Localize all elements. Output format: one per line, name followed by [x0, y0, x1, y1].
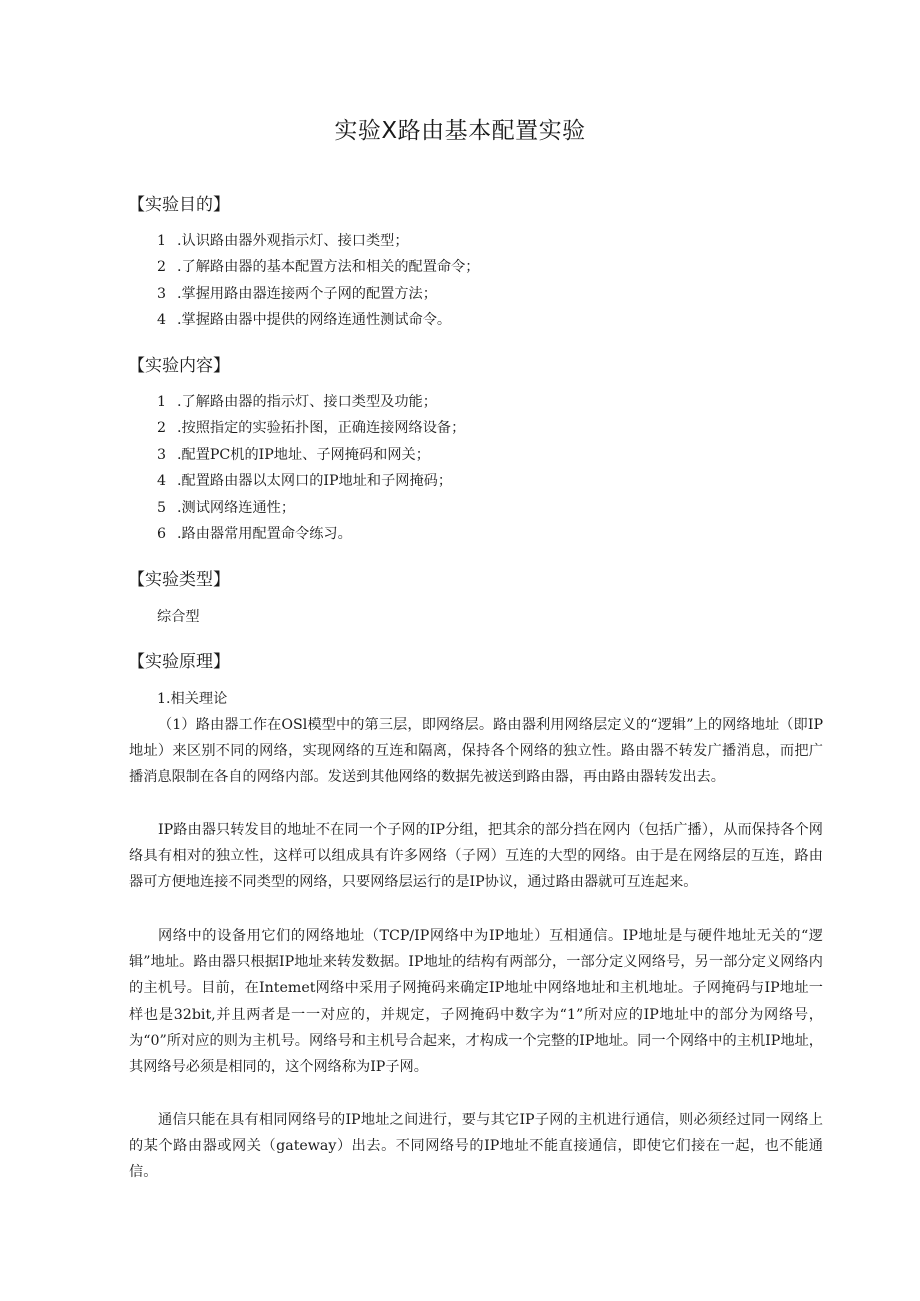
section-heading-principle: 【实验原理】: [128, 652, 230, 672]
purpose-item-text: .认识路由器外观指示灯、接口类型；: [177, 233, 409, 249]
purpose-item: [157, 257, 479, 277]
content-item-number: 6: [157, 526, 167, 542]
content-item-text: .按照指定的实验拓扑图，正确连接网络设备；: [177, 420, 466, 436]
principle-paragraph: IP路由器只转发目的地址不在同一个子网的IP分组，把其余的部分挡在网内（包括广播），从而保持各个网络具有相对的独立性，这样可以组成具有许多网络（子网）互连的大型的网络。由于是在网络层的互连，路由器可方便地连接不同类型的网络，只要网络层运行的是IP协议，通过路由器就可互连起来。: [129, 822, 823, 891]
content-item-text: .配置路由器以太网口的IP地址和子网掩码；: [177, 473, 453, 489]
principle-subheading: 1.相关理论: [157, 691, 228, 707]
content-item-number: 1: [157, 394, 167, 410]
content-item-number: 5: [157, 500, 167, 516]
content-item: [157, 524, 352, 544]
principle-paragraph: （1）路由器工作在OSl模型中的第三层，即网络层。路由器利用网络层定义的“逻辑”上的网络地址（即IP地址）来区别不同的网络，实现网络的互连和隔离，保持各个网络的独立性。路由器不转发广播消息，而把广播消息限制在各自的网络内部。发送到其他网络的数据先被送到路由器，再由路由器转发出去。: [129, 717, 823, 786]
principle-paragraph: 网络中的设备用它们的网络地址（TCP/IP网络中为IP地址）互相通信。IP地址是与硬件地址无关的“逻辑”地址。路由器只根据IP地址来转发数据。IP地址的结构有两部分，一部分定义网络号，另一部分定义网络内的主机号。目前，在Intemet网络中采用子网掩码来确定IP地址中网络地址和主机地址。子网掩码与IP地址一样也是32bit,并且两者是一一对应的，并规定，子网掩码中数字为“1”所对应的IP地址中的部分为网络号，为“0”所对应的则为主机号。网络号和主机号合起来，才构成一个完整的IP地址。同一个网络中的主机IP地址，其网络号必须是相同的，这个网络称为IP子网。: [129, 928, 823, 1076]
content-item: [157, 445, 430, 465]
section-heading-purpose: 【实验目的】: [128, 195, 230, 215]
purpose-item-text: .掌握用路由器连接两个子网的配置方法；: [177, 286, 437, 302]
purpose-item-number: 2: [157, 259, 167, 275]
purpose-item-number: 4: [157, 312, 167, 328]
experiment-type-value: 综合型: [157, 609, 200, 625]
content-item-number: 2: [157, 420, 167, 436]
purpose-item: [157, 231, 409, 251]
content-item-text: .路由器常用配置命令练习。: [177, 526, 352, 542]
content-item-text: .了解路由器的指示灯、接口类型及功能；: [177, 394, 437, 410]
purpose-item-text: .掌握路由器中提供的网络连通性测试命令。: [177, 312, 452, 328]
page-title: 实验Ⅹ路由基本配置实验: [334, 118, 586, 144]
content-item-text: .配置PC机的IP地址、子网掩码和网关；: [177, 447, 430, 463]
purpose-item-text: .了解路由器的基本配置方法和相关的配置命令；: [177, 259, 480, 275]
content-item: [157, 392, 437, 412]
content-item-number: 4: [157, 473, 167, 489]
purpose-item-number: 1: [157, 233, 167, 249]
content-item-text: .测试网络连通性；: [177, 500, 296, 516]
purpose-item-number: 3: [157, 286, 167, 302]
content-item: [157, 498, 295, 518]
content-item-number: 3: [157, 447, 167, 463]
purpose-item: [157, 310, 451, 330]
section-heading-type: 【实验类型】: [128, 570, 230, 590]
purpose-item: [157, 284, 437, 304]
content-item: [157, 471, 452, 491]
content-item: [157, 418, 465, 438]
section-heading-content: 【实验内容】: [128, 356, 230, 376]
principle-paragraph: 通信只能在具有相同网络号的IP地址之间进行，要与其它IP子网的主机进行通信，则必须经过同一网络上的某个路由器或网关（gateway）出去。不同网络号的IP地址不能直接通信，即使它们接在一起，也不能通信。: [129, 1112, 823, 1181]
